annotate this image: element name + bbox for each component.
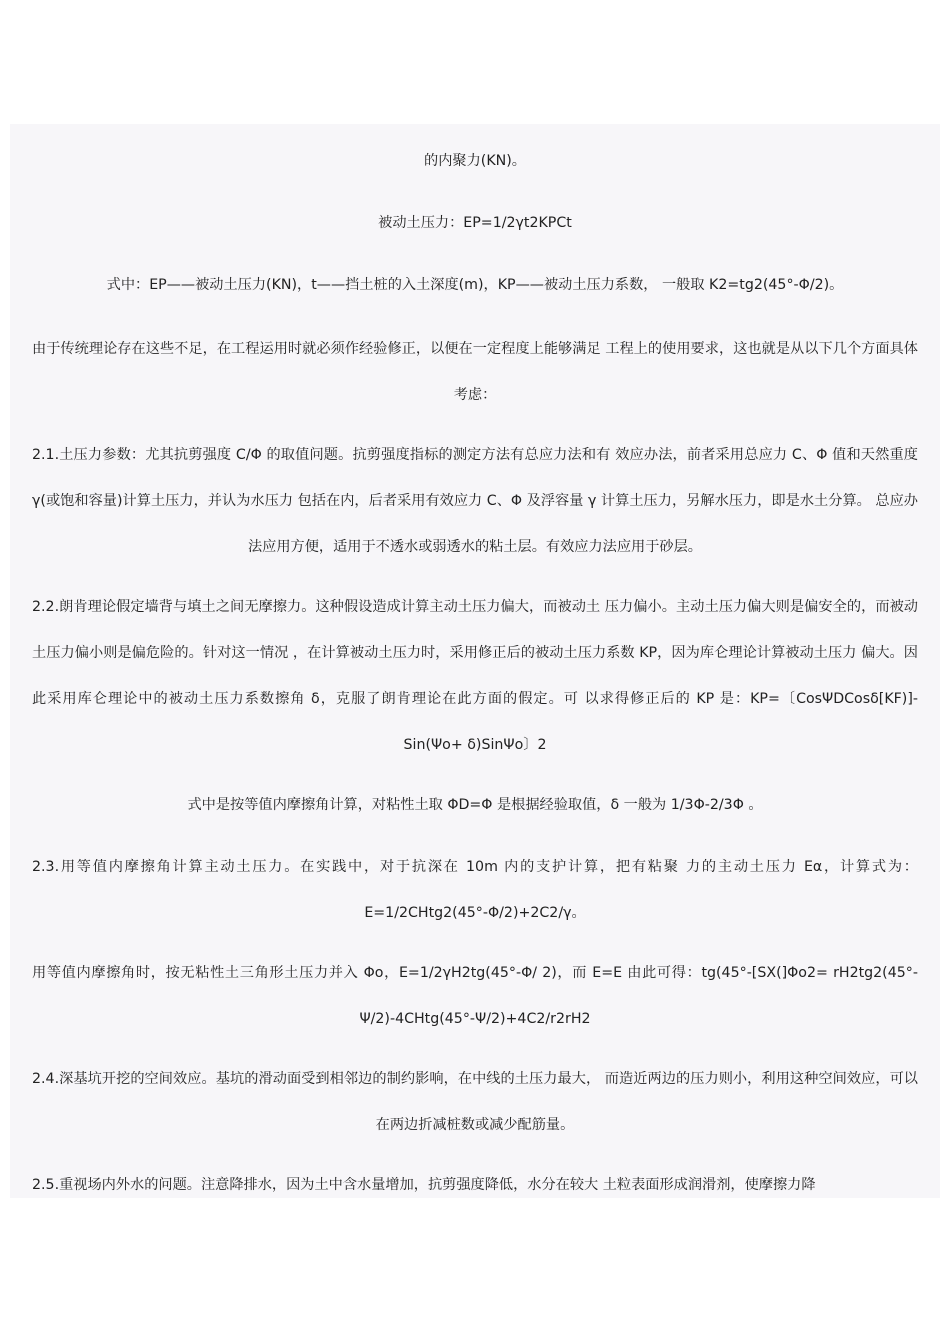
- paragraph-section-2-5: 2.5.重视场内外水的问题。注意降排水，因为土中含水量增加，抗剪强度降低，水分在较大 土粒表面形成润滑剂，使摩擦力降: [32, 1177, 816, 1193]
- paragraph-section-2-4: 2.4.深基坑开挖的空间效应。基坑的滑动面受到相邻边的制约影响，在中线的土压力最大， 而造近两边的压力则小，利用这种空间效应，可以在两边折减桩数或减少配筋量。: [32, 1071, 918, 1133]
- paragraph-section-2-3: 2.3.用等值内摩擦角计算主动土压力。在实践中，对于抗深在 10m 内的支护计算，把有粘聚 力的主动土压力 Eα，计算式为：E=1/2CHtg2(45°-Φ/2)+2C2/γ。: [32, 859, 918, 921]
- paragraph-equivalent-friction-note: 式中是按等值内摩擦角计算，对粘性土取 ΦD=Φ 是根据经验取值，δ 一般为 1/3Φ-2/3Φ 。: [187, 797, 763, 813]
- paragraph-formula-definitions: 式中：EP——被动土压力(KN)，t——挡土桩的入土深度(m)，KP——被动土压力系数， 一般取 K2=tg2(45°-Φ/2)。: [106, 277, 844, 293]
- paragraph-equivalent-friction-formula: 用等值内摩擦角时，按无粘性土三角形土压力并入 Φo，E=1/2γH2tg(45°-Φ/ 2)，而 E=E 由此可得：tg(45°-[SX(]Φo2= rH2tg2(45°-Ψ/2)-4CHtg(45°-Ψ/2)+4C2/r2rH2: [32, 965, 918, 1027]
- paragraph-passive-pressure-formula: 被动土压力：EP=1/2γt2KPCt: [378, 215, 572, 231]
- paragraph-cohesion-fragment: 的内聚力(KN)。: [424, 153, 526, 169]
- paragraph-section-2-2: 2.2.朗肯理论假定墙背与填土之间无摩擦力。这种假设造成计算主动土压力偏大，而被动土 压力偏小。主动土压力偏大则是偏安全的，而被动土压力偏小则是偏危险的。针对这一情况 ，在计算被动土压力时，采用修正后的被动土压力系数 KP，因为库仑理论计算被动土压力 偏大。因此采用库仑理论中的被动土压力系数擦角 δ，克服了朗肯理论在此方面的假定。可 以求得修正后的 KP 是：KP=〔CosΨDCosδ[KF)]-Sin(Ψo+ δ)SinΨo〕2: [32, 599, 918, 753]
- paragraph-empirical-correction: 由于传统理论存在这些不足，在工程运用时就必须作经验修正，以便在一定程度上能够满足 工程上的使用要求，这也就是从以下几个方面具体考虑：: [32, 341, 918, 403]
- document-page: [10, 124, 940, 1198]
- paragraph-section-2-1: 2.1.土压力参数：尤其抗剪强度 C/Φ 的取值问题。抗剪强度指标的测定方法有总应力法和有 效应办法，前者采用总应力 C、Φ 值和天然重度 γ(或饱和容量)计算土压力，并认为水压力 包括在内，后者采用有效应力 C、Φ 及浮容量 γ 计算土压力，另解水压力，即是水土分算。 总应办法应用方便，适用于不透水或弱透水的粘土层。有效应力法应用于砂层。: [32, 447, 918, 555]
